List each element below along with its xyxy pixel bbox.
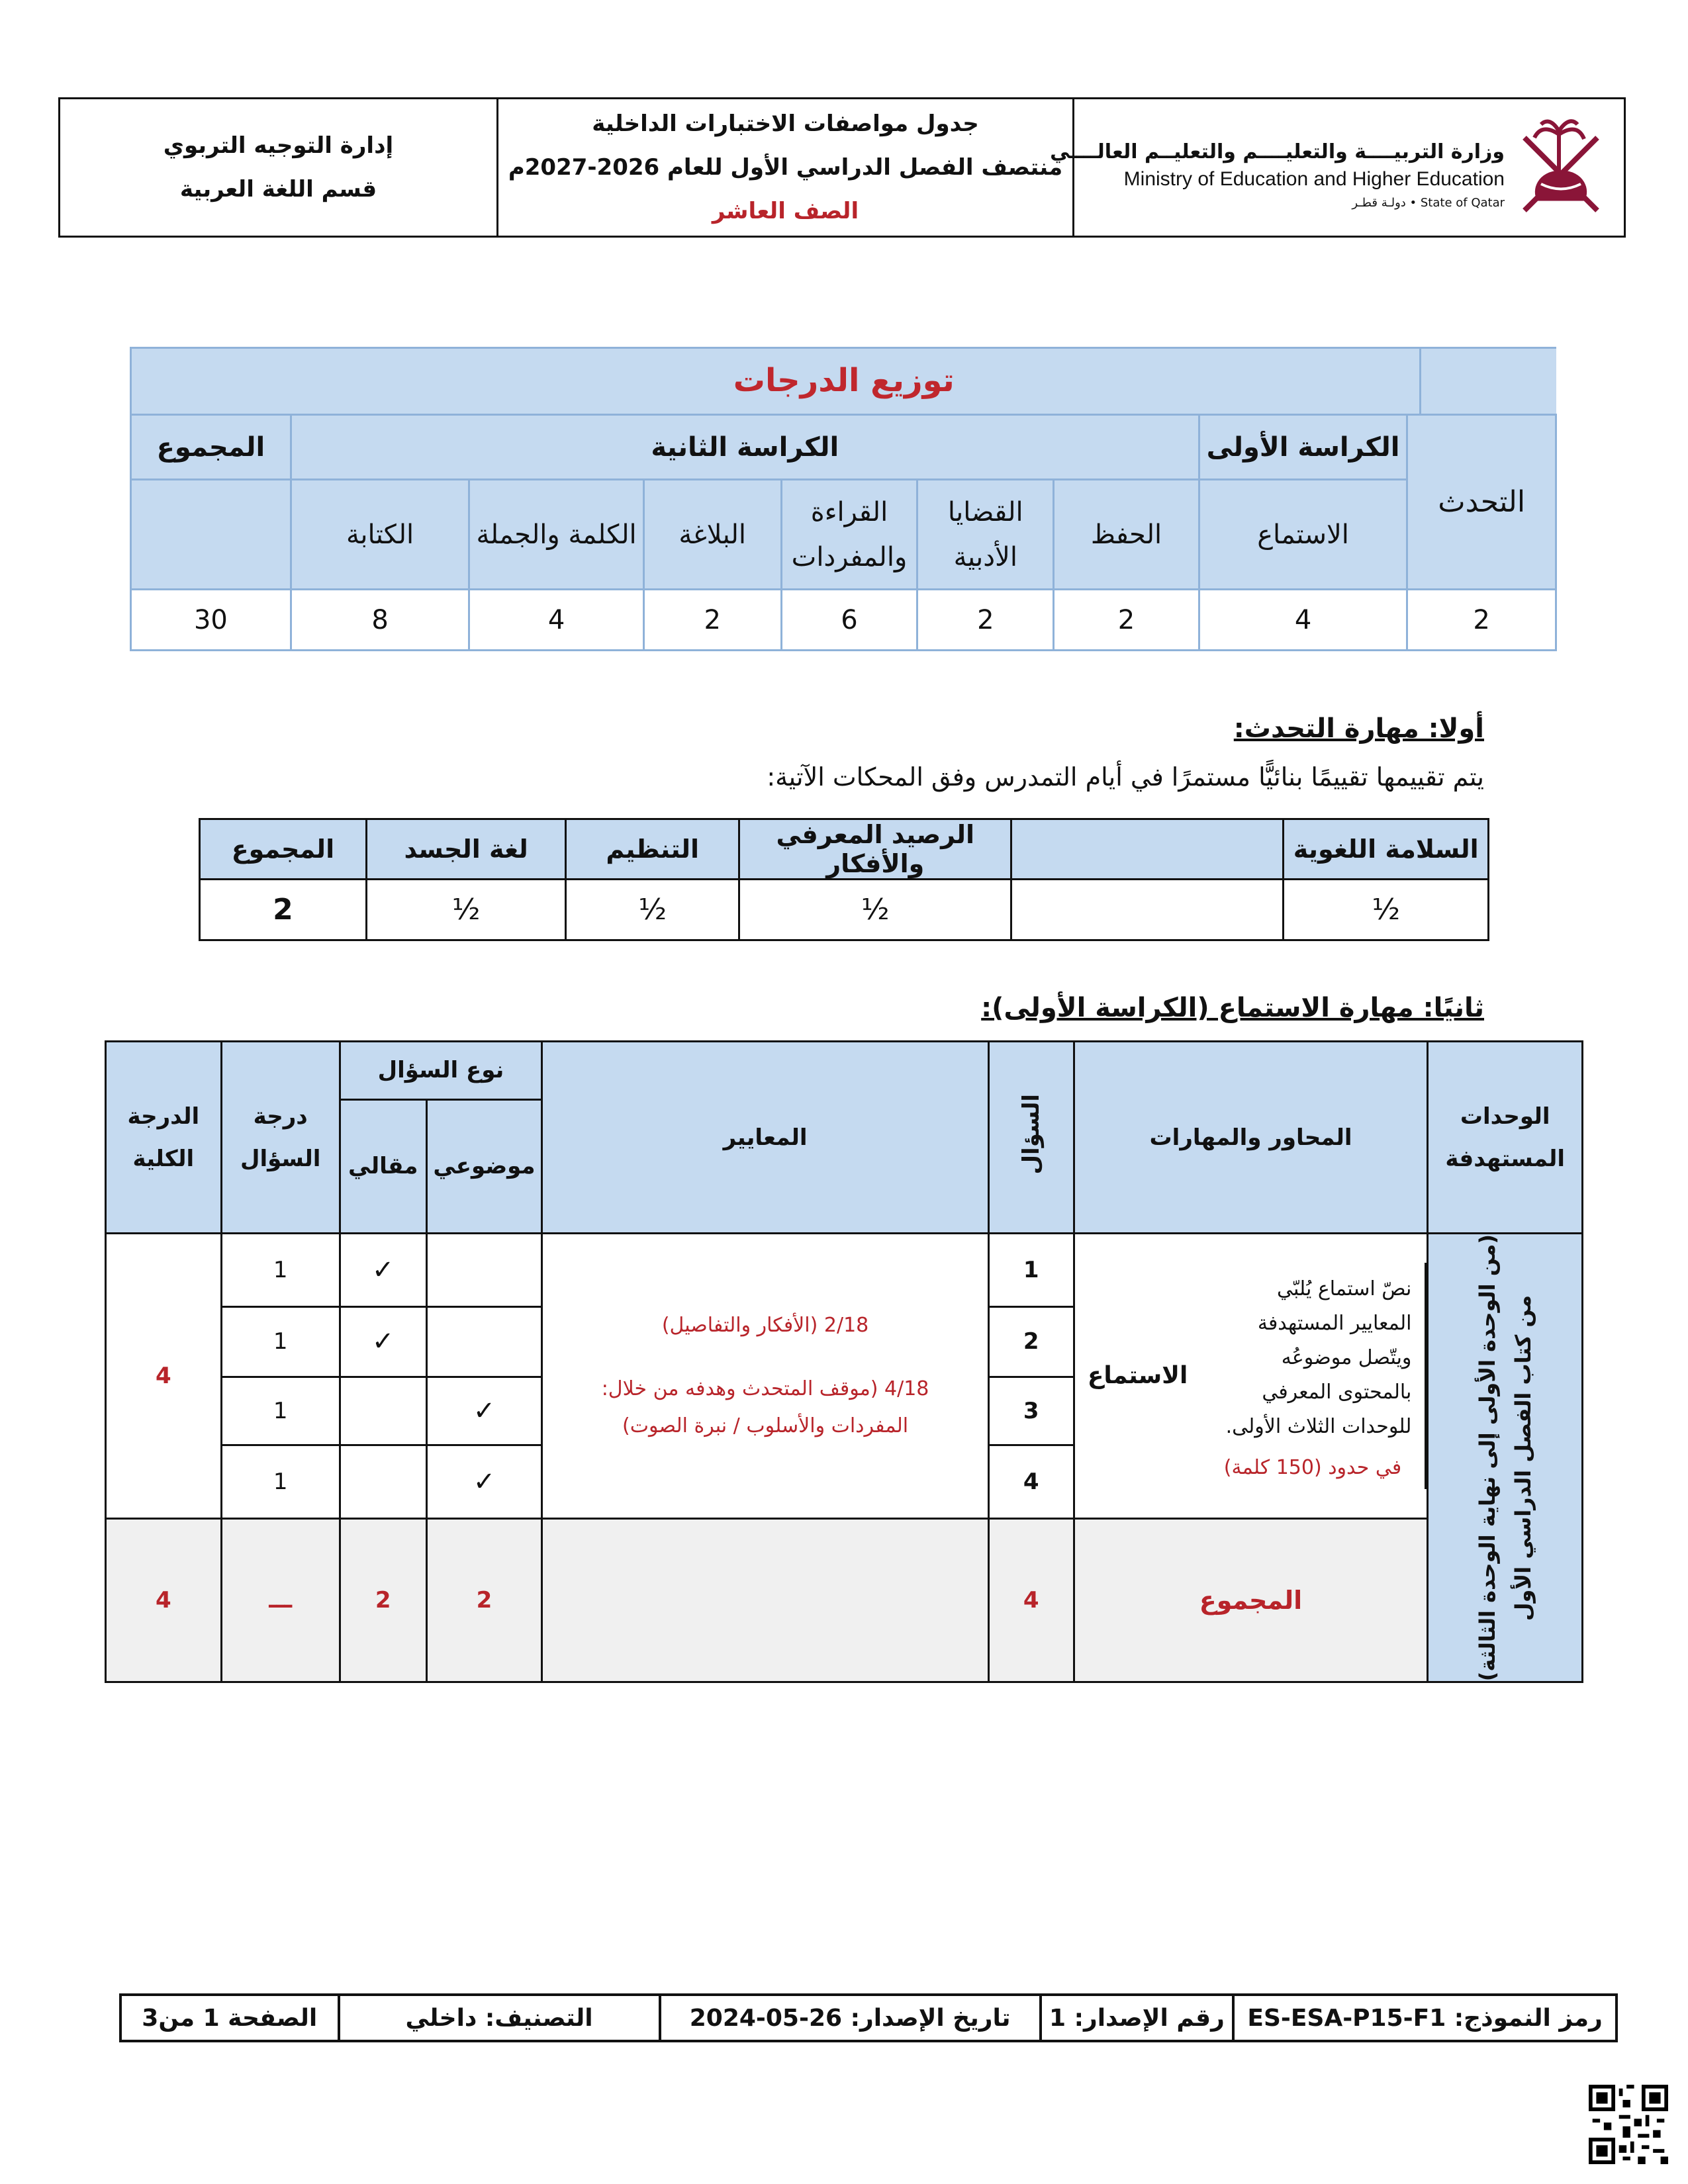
units-source: من كتاب الفصل الدراسي الأول (1510, 1295, 1536, 1621)
document-footer (119, 1993, 1618, 2042)
grades-title: توزيع الدرجات (733, 362, 955, 399)
header-criteria: المعايير (542, 1042, 989, 1234)
ministry-name-en: Ministry of Education and Higher Education (1123, 168, 1505, 190)
header-question-type: نوع السؤال (340, 1042, 542, 1100)
sum-question-grade: ـــ (221, 1518, 340, 1682)
criterion-organization: التنظيم (566, 819, 739, 880)
qr-code-icon (1589, 2085, 1668, 2164)
essay-mark: ✓ (340, 1234, 426, 1307)
book2-header: الكراسة الثانية (291, 415, 1199, 480)
section-name: قسم اللغة العربية (179, 176, 377, 203)
title-line-2: منتصف الفصل الدراسي الأول للعام 2026-2027م (508, 154, 1063, 181)
issue-date: تاريخ الإصدار: 26-05-2024 (660, 1995, 1041, 2041)
state-name: State of Qatar • دولـة قطـر (1352, 196, 1505, 210)
question-grade: 1 (221, 1377, 340, 1445)
question-grade: 1 (221, 1445, 340, 1519)
col-rhetoric: البلاغة (643, 480, 781, 590)
target-units-cell (1428, 1234, 1583, 1682)
grade-value: 6 (781, 590, 917, 651)
essay-mark (340, 1445, 426, 1519)
title-row-divider (1419, 349, 1421, 414)
essay-mark: ✓ (340, 1306, 426, 1377)
criterion-total: المجموع (200, 819, 367, 880)
book1-header: الكراسة الأولى (1199, 415, 1407, 480)
col-reading-vocab: القراءة والمفردات (781, 480, 917, 590)
question-number: 4 (988, 1445, 1074, 1519)
document-header (58, 97, 1626, 238)
question-number: 1 (988, 1234, 1074, 1307)
skills-cell (1074, 1234, 1428, 1519)
header-question-label: السؤال (1017, 1094, 1045, 1175)
listening-spec-table (105, 1040, 1583, 1683)
header-total-grade: الدرجة الكلية (106, 1042, 222, 1234)
grade-value: 8 (291, 590, 469, 651)
department-cell (60, 99, 498, 237)
grade-total-value: 30 (131, 590, 291, 651)
speaking-criteria-table (199, 818, 1489, 941)
criterion-value: ½ (566, 880, 739, 940)
header-axes-skills: المحاور والمهارات (1074, 1042, 1428, 1234)
criterion-knowledge-ideas: الرصيد المعرفي والأفكار (739, 819, 1011, 880)
speaking-intro: يتم تقييمها تقييمًا بنائيًّا مستمرًا في أيام التمدرس وفق المحكات الآتية: (767, 762, 1484, 792)
col-word-sentence: الكلمة والجملة (469, 480, 644, 590)
objective-mark: ✓ (426, 1377, 542, 1445)
form-code: رمز النموذج: ES-ESA-P15-F1 (1233, 1995, 1617, 2041)
ministry-name-ar: وزارة التربيــــة والتعليــــم والتعليــم العالــــي (1050, 140, 1505, 163)
criteria-item: المفردات والأسلوب / نبرة الصوت) (622, 1414, 909, 1437)
col-literary-issues: القضايا الأدبية (917, 480, 1054, 590)
criterion-language-accuracy: السلامة اللغوية (1284, 819, 1489, 880)
criteria-item: 2/18 (الأفكار والتفاصيل) (661, 1313, 869, 1337)
col-total-empty (131, 480, 291, 590)
header-essay: مقالي (340, 1099, 426, 1233)
listening-section-title: ثانيًا: مهارة الاستماع (الكراسة الأولى): (981, 993, 1484, 1023)
objective-mark (426, 1234, 542, 1307)
objective-mark: ✓ (426, 1445, 542, 1519)
grade-value: 4 (469, 590, 644, 651)
question-number: 3 (988, 1377, 1074, 1445)
department-name: إدارة التوجيه التربوي (163, 132, 394, 159)
units-range: (من الوحدة الأولى إلى نهاية الوحدة الثالثة) (1474, 1234, 1500, 1682)
speaking-header: التحدث (1407, 415, 1556, 590)
page-number: الصفحة 1 من3 (120, 1995, 339, 2041)
grades-distribution-table (130, 347, 1557, 651)
question-grade: 1 (221, 1234, 340, 1307)
objective-mark (426, 1306, 542, 1377)
criterion-value: ½ (739, 880, 1011, 940)
criterion-body-language: لغة الجسد (366, 819, 566, 880)
total-header: المجموع (131, 415, 291, 480)
grade-level: الصف العاشر (712, 198, 859, 224)
criterion-empty (1011, 819, 1284, 880)
sum-criteria-empty (542, 1518, 989, 1682)
grade-value: 2 (1407, 590, 1556, 651)
sum-essay: 2 (340, 1518, 426, 1682)
speaking-section-title: أولا: مهارة التحدث: (1233, 713, 1484, 744)
ministry-logo-cell (1050, 99, 1625, 237)
qatar-emblem-icon (1511, 111, 1611, 224)
criterion-value: ½ (366, 880, 566, 940)
criterion-value: ½ (1284, 880, 1489, 940)
criterion-value (1011, 880, 1284, 940)
listening-text-desc: نصّ استماع يُلبّي المعايير المستهدفة ويتّصل موضوعُه بالمحتوى المعرفي للوحدات الثلاث الأولى. (1225, 1277, 1412, 1439)
total-grade: 4 (106, 1234, 222, 1519)
grades-title-row (131, 348, 1556, 415)
grade-value: 4 (1199, 590, 1407, 651)
grade-value: 2 (1054, 590, 1199, 651)
skill-name: الاستماع (1087, 1362, 1188, 1390)
criterion-total-value: 2 (200, 880, 367, 940)
header-question (988, 1042, 1074, 1234)
version-number: رقم الإصدار: 1 (1041, 1995, 1234, 2041)
sum-total-grade: 4 (106, 1518, 222, 1682)
question-number: 2 (988, 1306, 1074, 1377)
classification: التصنيف: داخلي (339, 1995, 660, 2041)
criteria-item: 4/18 (موقف المتحدث وهدفه من خلال: (601, 1377, 929, 1400)
sum-label: المجموع (1074, 1518, 1428, 1682)
sum-questions: 4 (988, 1518, 1074, 1682)
essay-mark (340, 1377, 426, 1445)
col-listening: الاستماع (1199, 480, 1407, 590)
grade-value: 2 (917, 590, 1054, 651)
document-title-cell (498, 99, 1074, 237)
title-line-1: جدول مواصفات الاختبارات الداخلية (592, 111, 979, 137)
header-objective: موضوعي (426, 1099, 542, 1233)
col-memorization: الحفظ (1054, 480, 1199, 590)
header-target-units: الوحدات المستهدفة (1428, 1042, 1583, 1234)
criteria-cell (542, 1234, 989, 1519)
word-count: في حدود (150 كلمة) (1223, 1456, 1402, 1480)
question-grade: 1 (221, 1306, 340, 1377)
grade-value: 2 (643, 590, 781, 651)
col-writing: الكتابة (291, 480, 469, 590)
header-question-grade: درجة السؤال (221, 1042, 340, 1234)
sum-objective: 2 (426, 1518, 542, 1682)
